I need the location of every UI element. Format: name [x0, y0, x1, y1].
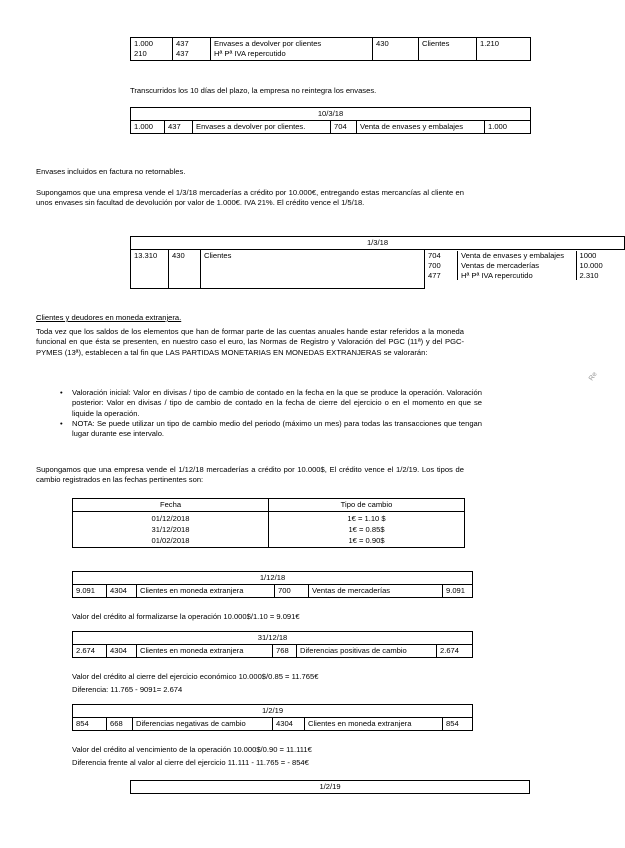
journal-entry-4: [72, 571, 473, 598]
credit-account-name: Ventas de mercaderías: [309, 584, 443, 597]
journal-row: [73, 717, 473, 730]
note: Diferencia frente al valor al cierre del ejercicio 11.111 - 11.765 = - 854€: [72, 758, 309, 767]
credit-account-name: Venta de envases y embalajes: [458, 251, 577, 261]
credit-line: [425, 271, 625, 281]
debit-account: 437: [176, 48, 189, 58]
note: Diferencia: 11.765 - 9091= 2.674: [72, 685, 183, 694]
debit-account-name: Clientes en moneda extranjera: [137, 584, 275, 597]
credit-account-name: Ventas de mercaderías: [458, 261, 577, 271]
journal-row: [73, 584, 473, 597]
debit-account: 430: [169, 249, 201, 288]
credit-amount: 2.674: [437, 644, 473, 657]
table-row: [73, 511, 465, 547]
journal-entry-3: [130, 236, 625, 289]
credit-account-name: Diferencias positivas de cambio: [297, 644, 437, 657]
debit-account: 668: [107, 717, 133, 730]
list-item: • NOTA: Se puede utilizar un tipo de cambio medio del periodo (máximo un mes) para todas las transacciones que tengan lugar durante ese intervalo.: [72, 419, 482, 440]
debit-account: 437: [165, 120, 193, 133]
journal-row: [131, 38, 531, 61]
journal-entry-7: [130, 780, 530, 794]
rate-value: 1€ = 1.10 $: [347, 513, 386, 523]
rate-value: 1€ = 0.90$: [348, 535, 385, 545]
credit-amount: 10.000: [579, 260, 603, 270]
column-header: Fecha: [73, 499, 269, 512]
debit-account: 437: [176, 39, 189, 48]
table-header: [73, 499, 465, 512]
credit-account: 700: [275, 584, 309, 597]
paragraph: Supongamos que una empresa vende el 1/12/18 mercaderías a crédito por 10.000$, El crédito vence el 1/2/19. Los tipos de cambio registrados en las fechas pertinentes son:: [36, 465, 464, 485]
debit-amount: 13.310: [131, 249, 169, 288]
credit-account-name: Hª Pª IVA repercutido: [458, 271, 577, 281]
journal-entry-6: [72, 704, 473, 731]
credit-account-name: Clientes en moneda extranjera: [305, 717, 443, 730]
credit-amount: 2.310: [579, 270, 599, 280]
journal-row: [73, 644, 473, 657]
credit-amount: 9.091: [443, 584, 473, 597]
credit-account: 768: [273, 644, 297, 657]
entry-date: 1/12/18: [73, 572, 473, 585]
entry-date: 1/2/19: [131, 781, 530, 794]
watermark: Re: [587, 370, 599, 383]
credit-account-name: Clientes: [419, 38, 477, 61]
exchange-rate-table: [72, 498, 465, 548]
credit-amount: 854: [443, 717, 473, 730]
credit-account: 704: [331, 120, 357, 133]
note: Valor del crédito al vencimiento de la operación 10.000$/0.90 = 11.111€: [72, 745, 312, 754]
debit-account-name: Hª Pª IVA repercutido: [214, 48, 286, 58]
journal-entry-1: [130, 37, 531, 61]
credit-account-name: Venta de envases y embalajes: [357, 120, 485, 133]
entry-date: 31/12/18: [73, 632, 473, 645]
debit-amount: 210: [134, 48, 147, 58]
entry-date: 10/3/18: [131, 108, 531, 121]
paragraph: Envases incluidos en factura no retornables.: [36, 167, 186, 176]
rate-value: 1€ = 0.85$: [348, 524, 385, 534]
credit-account: 704: [425, 251, 458, 261]
debit-amount: 2.674: [73, 644, 107, 657]
column-header: Tipo de cambio: [269, 499, 465, 512]
credit-line: [425, 251, 625, 261]
credit-account: 700: [425, 261, 458, 271]
bullet-list: [54, 388, 482, 439]
rate-date: 01/12/2018: [151, 513, 190, 523]
credit-line: [425, 261, 625, 271]
debit-account-name: Clientes en moneda extranjera: [137, 644, 273, 657]
note: Valor del crédito al cierre del ejercicio económico 10.000$/0.85 = 11.765€: [72, 672, 319, 681]
journal-row: [131, 120, 531, 133]
paragraph: Supongamos que una empresa vende el 1/3/18 mercaderías a crédito por 10.000€, entregando estas mercancías al cliente en unos envases sin facultad de devolución por valor de 1.000€. IVA 21%. El crédito vence el 1/5/18.: [36, 188, 464, 208]
paragraph: Transcurridos los 10 días del plazo, la empresa no reintegra los envases.: [130, 86, 377, 95]
section-title: Clientes y deudores en moneda extranjera.: [36, 313, 182, 322]
debit-amount: 1.000: [134, 39, 154, 48]
credit-amount: 1.000: [485, 120, 531, 133]
credit-account: 430: [373, 38, 419, 61]
entry-date: 1/2/19: [73, 705, 473, 718]
debit-account-name: Envases a devolver por clientes: [214, 39, 322, 48]
paragraph: Toda vez que los saldos de los elementos que han de formar parte de las cuentas anuales hande estar referidos a la moneda funcional en que ésta se presenten, en nuestro caso el euro, las Normas de Registro y Valoración del PGC (11ª) y del PGC-PYMES (13ª), establecen a tal fin que LAS PARTIDAS MONETARIAS EN MONEDAS EXTRANJERAS se valorarán:: [36, 327, 464, 357]
rate-date: 31/12/2018: [151, 524, 190, 534]
credit-account: 477: [425, 271, 458, 281]
entry-date: 1/3/18: [131, 237, 625, 250]
debit-account-name: Diferencias negativas de cambio: [133, 717, 273, 730]
debit-account: 4304: [107, 644, 137, 657]
journal-entry-5: [72, 631, 473, 658]
rate-date: 01/02/2018: [151, 535, 190, 545]
debit-amount: 1.000: [131, 120, 165, 133]
debit-amount: 9.091: [73, 584, 107, 597]
debit-account-name: Envases a devolver por clientes.: [193, 120, 331, 133]
list-item: • Valoración inicial: Valor en divisas / tipo de cambio de contado en la fecha en la que se produce la operación. Valoración posterior: Valor en divisas / tipo de cambio de contado en la fecha de cierre del ejercicio o en el momento en que se liquide la operación.: [72, 388, 482, 419]
credit-amount: 1.210: [477, 38, 531, 61]
debit-amount: 854: [73, 717, 107, 730]
credit-account: 4304: [273, 717, 305, 730]
journal-entry-2: [130, 107, 531, 134]
credit-amount: 1000: [579, 250, 597, 260]
note: Valor del crédito al formalizarse la operación 10.000$/1.10 = 9.091€: [72, 612, 300, 621]
debit-account-name: Clientes: [201, 249, 425, 288]
journal-row: [131, 249, 625, 288]
debit-account: 4304: [107, 584, 137, 597]
